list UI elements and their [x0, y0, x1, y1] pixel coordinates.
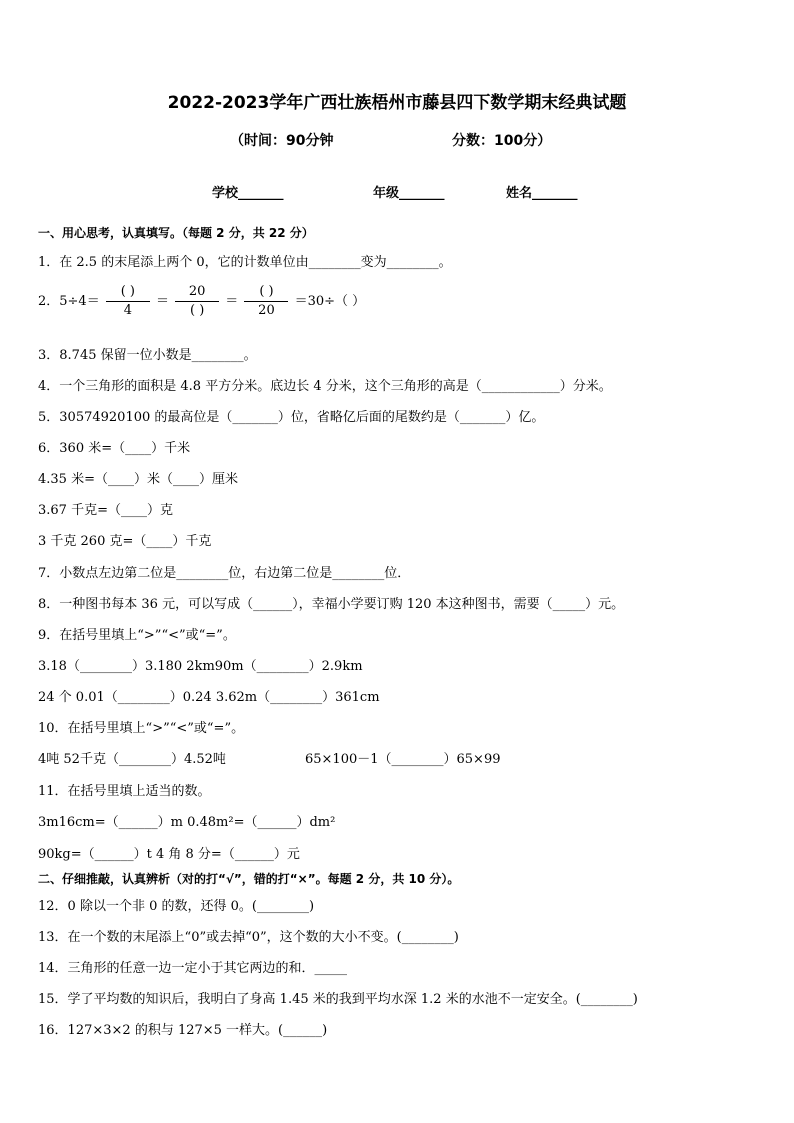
question-11b: 90kg=（______）t 4 角 8 分=（______）元 — [38, 847, 300, 862]
question-13: 13．在一个数的末尾添上“0”或去掉“0”，这个数的大小不变。(________) — [38, 930, 459, 945]
question-11: 11．在括号里填上适当的数。 — [38, 784, 211, 799]
q2-prefix: 2．5÷4＝ — [38, 294, 100, 309]
section-1-heading: 一、用心思考，认真填写。（每题 2 分，共 22 分） — [38, 226, 314, 240]
total-score: 分数：100分） — [452, 133, 552, 149]
fraction-3-numerator: ( ) — [244, 283, 288, 302]
question-9b: 24 个 0.01（________）0.24 3.62m（________）361cm — [38, 690, 380, 705]
equals-sign: ＝ — [225, 294, 239, 309]
question-10: 10．在括号里填上“>”“<”或“=”。 — [38, 721, 245, 736]
question-2 — [38, 283, 365, 320]
q2-suffix: ＝30÷（ ） — [294, 294, 366, 309]
question-11a: 3m16cm=（______）m 0.48m²=（______）dm² — [38, 815, 336, 830]
question-6c: 3.67 千克=（____）克 — [38, 503, 173, 518]
page-title: 2022-2023学年广西壮族梧州市藤县四下数学期末经典试题 — [167, 93, 627, 113]
fraction-3 — [244, 283, 288, 320]
name-field: 姓名_______ — [506, 186, 578, 201]
question-5: 5．30574920100 的最高位是（_______）位，省略亿后面的尾数约是（_______）亿。 — [38, 410, 545, 425]
school-field: 学校_______ — [212, 186, 284, 201]
fraction-2-denominator: ( ) — [190, 303, 205, 318]
question-9a: 3.18（________）3.180 2km90m（________）2.9km — [38, 659, 363, 674]
question-1: 1．在 2.5 的末尾添上两个 0，它的计数单位由________变为________。 — [38, 255, 452, 270]
grade-field: 年级_______ — [373, 186, 445, 201]
fraction-1 — [106, 283, 150, 320]
question-6d: 3 千克 260 克=（____）千克 — [38, 534, 212, 549]
question-16: 16．127×3×2 的积与 127×5 一样大。(______) — [38, 1023, 328, 1038]
question-3: 3．8.745 保留一位小数是________。 — [38, 348, 257, 363]
question-6a: 6．360 米=（____）千米 — [38, 441, 191, 456]
question-15: 15．学了平均数的知识后，我明白了身高 1.45 米的我到平均水深 1.2 米的水池不一定安全。(________) — [38, 992, 638, 1007]
fraction-1-denominator: 4 — [123, 303, 132, 318]
question-10a: 4吨 52千克（________）4.52吨 — [38, 752, 226, 767]
question-9: 9．在括号里填上“>”“<”或“=”。 — [38, 628, 236, 643]
fraction-1-numerator: ( ) — [106, 283, 150, 302]
equals-sign: ＝ — [156, 294, 170, 309]
time-limit: （时间：90分钟 — [230, 133, 334, 149]
question-7: 7．小数点左边第二位是________位，右边第二位是________位． — [38, 566, 411, 581]
question-6b: 4.35 米=（____）米（____）厘米 — [38, 472, 238, 487]
question-10b: 65×100－1（________）65×99 — [305, 752, 501, 767]
question-14: 14．三角形的任意一边一定小于其它两边的和．_____ — [38, 961, 348, 976]
question-8: 8．一种图书每本 36 元，可以写成（______），幸福小学要订购 120 本这种图书，需要（_____）元。 — [38, 597, 625, 612]
section-2-heading: 二、仔细推敲，认真辨析（对的打“√”，错的打“×”。每题 2 分，共 10 分）。 — [38, 872, 460, 886]
question-4: 4．一个三角形的面积是 4.8 平方分米。底边长 4 分米，这个三角形的高是（____________）分米。 — [38, 379, 612, 394]
fraction-3-denominator: 20 — [258, 303, 275, 318]
fraction-2-numerator: 20 — [175, 283, 219, 302]
question-12: 12．0 除以一个非 0 的数，还得 0。(________) — [38, 899, 315, 914]
fraction-2 — [175, 283, 219, 320]
